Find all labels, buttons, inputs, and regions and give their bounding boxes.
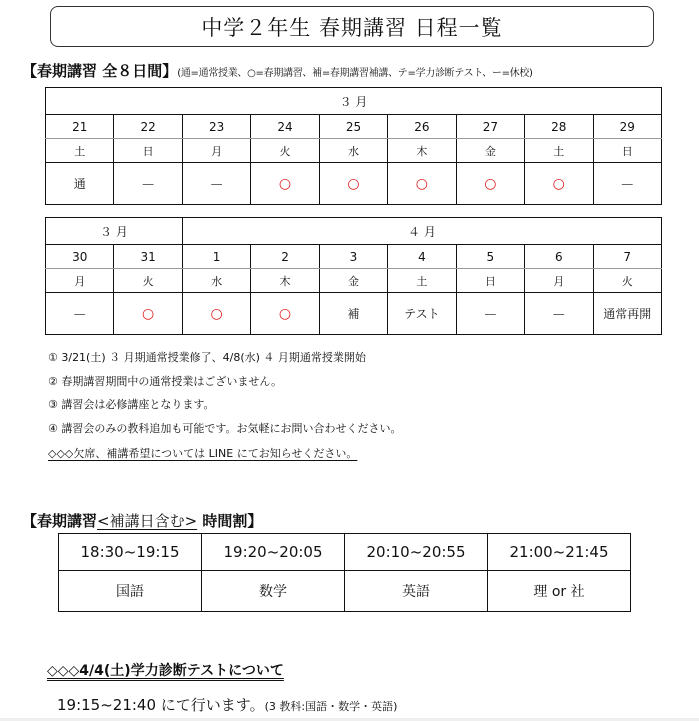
weekday-cell: 土 xyxy=(388,269,456,293)
schedule-legend: (通=通常授業、○=春期講習、補=春期講習補講、テ=学力診断テスト、ー=休校) xyxy=(177,68,533,79)
date-row xyxy=(46,115,662,139)
weekday-cell: 日 xyxy=(456,269,524,293)
mark-cell: 通常再開 xyxy=(593,293,662,335)
weekday-cell: 土 xyxy=(46,139,114,163)
timetable-heading xyxy=(22,510,262,531)
timetable xyxy=(58,533,631,612)
circle-mark-icon: ○ xyxy=(251,293,319,335)
date-cell: 31 xyxy=(114,245,182,269)
note-item: ④ 講習会のみの教科追加も可能です。お気軽にお問い合わせください。 xyxy=(48,421,402,435)
weekday-cell: 火 xyxy=(593,269,662,293)
month-label: ３ 月 xyxy=(46,88,662,115)
date-cell: 24 xyxy=(251,115,319,139)
weekday-cell: 月 xyxy=(525,269,593,293)
month-row xyxy=(46,218,662,245)
weekday-row xyxy=(46,139,662,163)
timetable-heading-suffix: 時間割】 xyxy=(197,512,263,530)
date-cell: 1 xyxy=(182,245,250,269)
time-slot: 18:30~19:15 xyxy=(59,534,202,571)
weekday-cell: 土 xyxy=(525,139,593,163)
date-row xyxy=(46,245,662,269)
date-cell: 23 xyxy=(182,115,250,139)
date-cell: 27 xyxy=(456,115,524,139)
notes-list xyxy=(48,346,401,466)
test-time-text: 19:15~21:40 にて行います。 xyxy=(57,696,265,714)
weekday-cell: 日 xyxy=(593,139,662,163)
contact-note: ◇◇◇欠席、補講希望については LINE にてお知らせください。 xyxy=(48,447,358,460)
dash-mark-icon: — xyxy=(593,163,662,205)
note-item: ② 春期講習期間中の通常授業はございません。 xyxy=(48,374,283,388)
weekday-cell: 水 xyxy=(182,269,250,293)
mark-row xyxy=(46,163,662,205)
weekday-cell: 木 xyxy=(251,269,319,293)
test-info-heading: ◇◇◇4/4(土)学力診断テストについて xyxy=(47,663,284,679)
dash-mark-icon: — xyxy=(525,293,593,335)
time-slot: 21:00~21:45 xyxy=(488,534,631,571)
time-slot: 19:20~20:05 xyxy=(202,534,345,571)
page-title xyxy=(50,6,654,47)
dash-mark-icon: — xyxy=(456,293,524,335)
circle-mark-icon: ○ xyxy=(114,293,182,335)
timetable-heading-prefix: 【春期講習 xyxy=(22,512,98,530)
date-cell: 28 xyxy=(525,115,593,139)
month-row xyxy=(46,88,662,115)
weekday-cell: 火 xyxy=(251,139,319,163)
subject-cell: 数学 xyxy=(202,571,345,612)
date-cell: 3 xyxy=(319,245,387,269)
schedule-section-heading xyxy=(22,60,533,81)
timetable-heading-note: <補講日含む> xyxy=(97,512,198,530)
date-cell: 22 xyxy=(114,115,182,139)
date-cell: 4 xyxy=(388,245,456,269)
date-cell: 29 xyxy=(593,115,662,139)
date-cell: 26 xyxy=(388,115,456,139)
calendar-table-1 xyxy=(45,87,662,205)
note-item: ① 3/21(土) ３ 月期通常授業修了、4/8(水) ４ 月期通常授業開始 xyxy=(48,351,366,364)
subject-cell: 国語 xyxy=(59,571,202,612)
weekday-cell: 水 xyxy=(319,139,387,163)
circle-mark-icon: ○ xyxy=(182,293,250,335)
test-subjects-text: (3 教科:国語・数学・英語) xyxy=(264,700,398,713)
test-info-body xyxy=(57,694,397,715)
mark-row xyxy=(46,293,662,335)
date-cell: 5 xyxy=(456,245,524,269)
weekday-cell: 月 xyxy=(182,139,250,163)
mark-cell: テスト xyxy=(388,293,456,335)
date-cell: 7 xyxy=(593,245,662,269)
weekday-cell: 火 xyxy=(114,269,182,293)
mark-cell: 補 xyxy=(319,293,387,335)
weekday-cell: 月 xyxy=(46,269,114,293)
date-cell: 30 xyxy=(46,245,114,269)
circle-mark-icon: ○ xyxy=(525,163,593,205)
timetable-times-row xyxy=(59,534,631,571)
circle-mark-icon: ○ xyxy=(388,163,456,205)
subject-cell: 理 or 社 xyxy=(488,571,631,612)
month-label: ４ 月 xyxy=(182,218,661,245)
weekday-cell: 日 xyxy=(114,139,182,163)
circle-mark-icon: ○ xyxy=(319,163,387,205)
date-cell: 6 xyxy=(525,245,593,269)
circle-mark-icon: ○ xyxy=(251,163,319,205)
calendar-table-2 xyxy=(45,217,662,335)
dash-mark-icon: — xyxy=(46,293,114,335)
weekday-cell: 金 xyxy=(456,139,524,163)
dash-mark-icon: — xyxy=(114,163,182,205)
schedule-heading-text: 【春期講習 全８日間】 xyxy=(22,62,178,80)
date-cell: 2 xyxy=(251,245,319,269)
month-label: ３ 月 xyxy=(46,218,183,245)
subject-cell: 英語 xyxy=(345,571,488,612)
timetable-subjects-row xyxy=(59,571,631,612)
circle-mark-icon: ○ xyxy=(456,163,524,205)
page-title-text: 中学２年生 春期講習 日程一覧 xyxy=(201,15,503,40)
date-cell: 25 xyxy=(319,115,387,139)
date-cell: 21 xyxy=(46,115,114,139)
note-item: ③ 講習会は必修講座となります。 xyxy=(48,398,215,411)
weekday-cell: 金 xyxy=(319,269,387,293)
mark-cell: 通 xyxy=(46,163,114,205)
weekday-cell: 木 xyxy=(388,139,456,163)
time-slot: 20:10~20:55 xyxy=(345,534,488,571)
weekday-row xyxy=(46,269,662,293)
dash-mark-icon: — xyxy=(182,163,250,205)
